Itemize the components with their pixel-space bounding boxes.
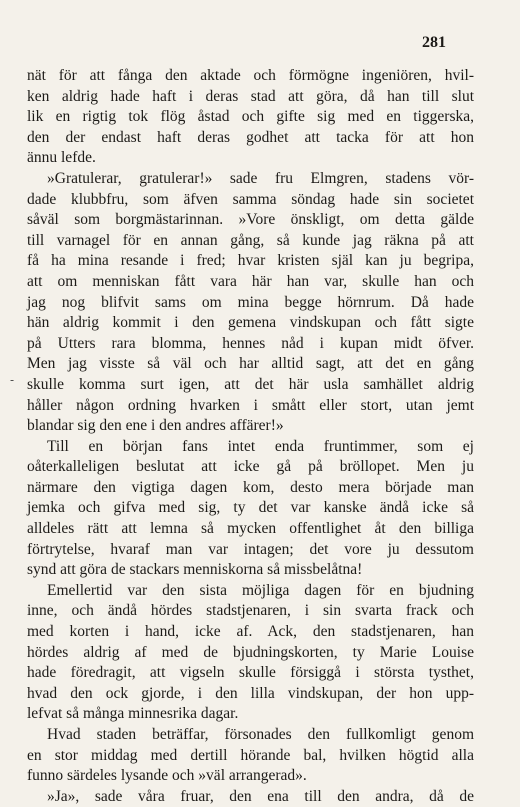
text-line: synd att göra de stackars menniskorna så missbelåtna! [27,561,363,579]
text-line: med korten i hand, icke af. Ack, den stadstjenaren, han [27,623,474,641]
text-line: lefvat så många minnesrika dagar. [27,705,239,723]
text-line: Emellertid var den sista möjliga dagen för en bjudning [47,581,474,599]
text-line: Men jag visste så väl och har alltid sagt, att det en gång [27,355,474,373]
text-line: förtrytelse, hvaraf man var intagen; det vore ju dessutom [27,540,474,558]
text-line: Hvad staden beträffar, försonades den fullkomligt genom [47,726,474,743]
text-line: ken aldrig hade haft i deras stad att göra, då han till slut [27,87,474,105]
text-line: »Gratulerar, gratulerar!» sade fru Elmgren, stadens vör- [47,169,474,187]
text-line: en stor middag med dertill hörande bal, hvilken högtid alla [27,746,474,764]
text-line: nät för att fånga den aktade och förmögne ingeniören, hvil- [27,67,474,84]
text-line: inne, och ändå hördes stadstjenaren, i sin svarta frack och [27,602,474,620]
text-line: att om menniskan fått vara här han var, skulle han och [27,272,474,290]
page-number: 281 [422,34,446,51]
text-line: dade klubbfru, som äfven samma söndag hade sin societet [27,190,474,208]
text-line: oåterkalleligen beslutat att icke gå på bröllopet. Men ju [27,458,474,476]
text-line: såväl som borgmästarinnan. »Vore önskligt, om detta gälde [27,211,474,229]
text-line: hade föredragit, att vigseln skulle försiggå i största tysthet, [27,664,474,682]
text-line: alldeles rätt att lemna så mycken offentlighet åt den billiga [27,520,474,538]
text-line: till varnagel för en annan gång, så kunde jag räkna på att [27,231,474,249]
text-line: den der endast haft deras godhet att tacka för att hon [27,128,474,146]
text-line: få ha mina resande i fred; hvar kristen själ kan ju begripa, [27,252,474,270]
text-line: Till en början fans intet enda fruntimmer, som ej [47,437,474,455]
text-line: på Utters rara blomma, hennes nåd i kupan midt öfver. [27,334,474,352]
text-line: närmare den vigtiga dagen kom, desto mera började man [27,478,474,496]
text-line: lik en rigtig tok flög åstad och gifte sig med en tiggerska, [27,108,474,126]
text-line: hän aldrig kommit i den gemena vindskupan och fått sigte [27,314,474,332]
text-line: jag nog blifvit sams om mina begge hörnrum. Då hade [27,293,474,311]
text-line: ännu lefde. [27,149,96,167]
text-line: »Ja», sade våra fruar, den ena till den andra, då de [47,787,474,805]
text-line: hvad den ock gjorde, i den lilla vindskupan, der hon upp- [27,684,474,702]
text-line: håller någon ordning hvarken i smått eller stort, utan jemt [27,396,474,414]
text-line: hördes aldrig af med de bjudningskorten, ty Marie Louise [27,643,474,661]
text-line: blandar sig den ene i den andres affärer!» [27,417,284,435]
text-line: funno särdeles lysande och »väl arrangerad». [27,767,307,785]
text-line: skulle komma surt igen, att det här usla samhället aldrig [27,375,474,393]
text-line: jemka och gifva med sig, ty det var kanske ändå icke så [27,499,474,517]
body-text [27,66,474,807]
margin-mark: - [10,373,15,387]
